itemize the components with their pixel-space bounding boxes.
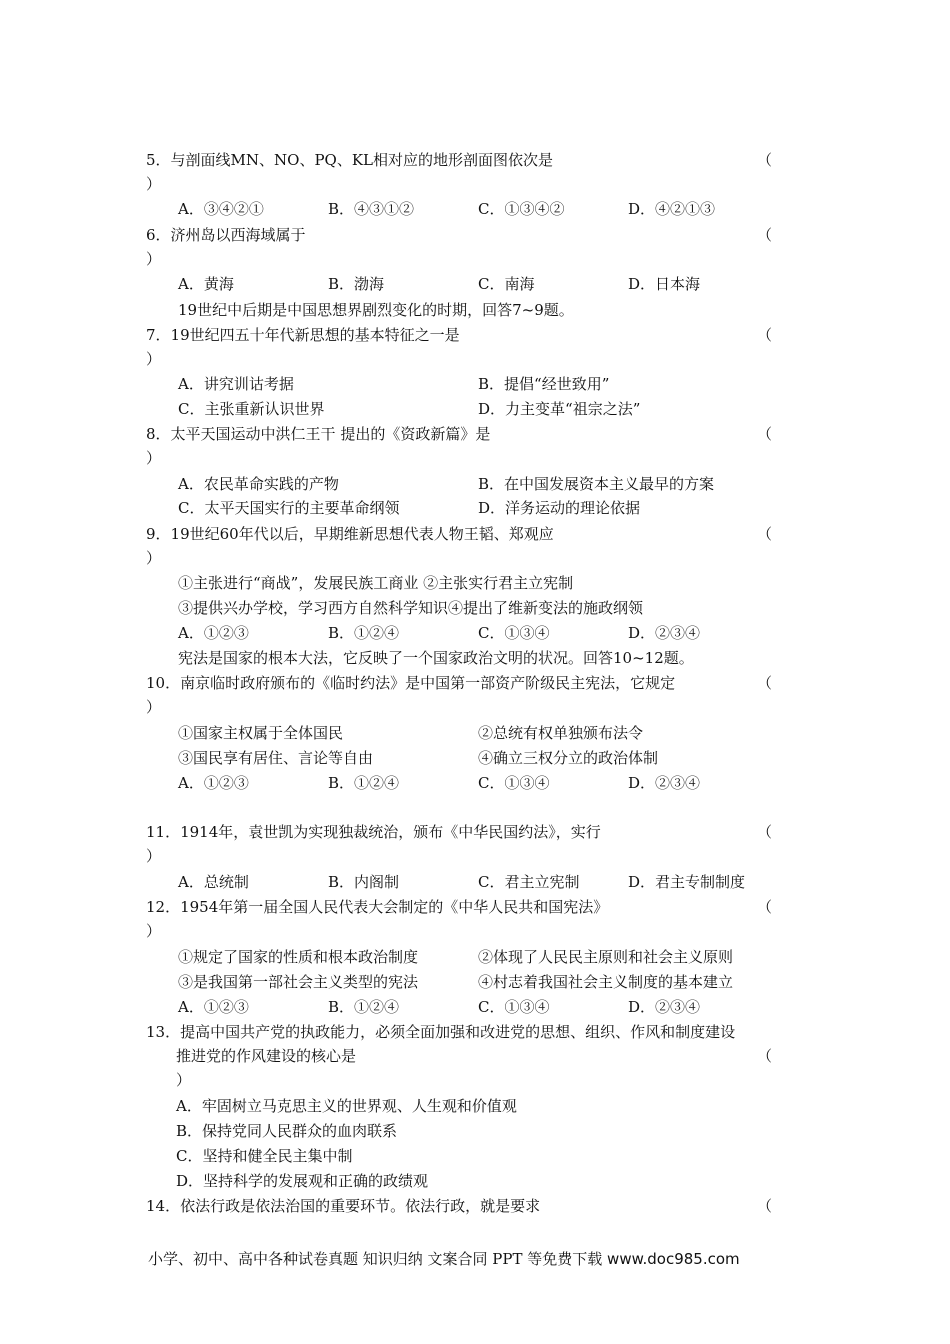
q10-item-4: ④确立三权分立的政治体制 bbox=[478, 749, 659, 767]
q10-item-1: ①国家主权属于全体国民 bbox=[178, 724, 344, 742]
q11-option-a: A．总统制 bbox=[178, 873, 249, 891]
q12-option-d: D．②③④ bbox=[628, 998, 701, 1016]
intro-10-12: 宪法是国家的根本大法，它反映了一个国家政治文明的状况。回答10~12题。 bbox=[178, 649, 694, 667]
q10-option-b: B．①②④ bbox=[328, 774, 400, 792]
q12-close-paren: ） bbox=[146, 922, 162, 940]
q6-close-paren: ） bbox=[146, 250, 162, 268]
q10-item-3: ③国民享有居住、言论等自由 bbox=[178, 749, 374, 767]
q8-option-b: B．在中国发展资本主义最早的方案 bbox=[478, 475, 715, 493]
q13-close-paren: ） bbox=[176, 1071, 192, 1089]
q12-stem: 12．1954年第一届全国人民代表大会制定的《中华人民共和国宪法》 bbox=[146, 898, 609, 916]
page-footer bbox=[148, 1248, 740, 1269]
q8-option-a: A．农民革命实践的产物 bbox=[178, 475, 339, 493]
q12-option-b: B．①②④ bbox=[328, 998, 400, 1016]
q11-stem: 11．1914年，袁世凯为实现独裁统治，颁布《中华民国约法》，实行 bbox=[146, 823, 601, 841]
q5-option-c: C．①③④② bbox=[478, 200, 565, 218]
q14-open-paren: （ bbox=[757, 1197, 773, 1215]
q11-option-b: B．内阁制 bbox=[328, 873, 400, 891]
q5-open-paren: （ bbox=[757, 151, 773, 169]
q8-option-d: D．洋务运动的理论依据 bbox=[478, 499, 641, 517]
q7-stem: 7．19世纪四五十年代新思想的基本特征之一是 bbox=[146, 326, 460, 344]
q13-option-a: A．牢固树立马克思主义的世界观、人生观和价值观 bbox=[176, 1097, 517, 1115]
q13-stem: 13．提高中国共产党的执政能力，必须全面加强和改进党的思想、组织、作风和制度建设 bbox=[146, 1023, 736, 1041]
intro-7-9: 19世纪中后期是中国思想界剧烈变化的时期，回答7~9题。 bbox=[178, 301, 574, 319]
q10-option-a: A．①②③ bbox=[178, 774, 249, 792]
q9-stem: 9．19世纪60年代以后，早期维新思想代表人物王韬、郑观应 bbox=[146, 525, 554, 543]
q9-open-paren: （ bbox=[757, 525, 773, 543]
q8-stem: 8．太平天国运动中洪仁王干 提出的《资政新篇》是 bbox=[146, 425, 491, 443]
q10-open-paren: （ bbox=[757, 674, 773, 692]
q6-option-b: B．渤海 bbox=[328, 275, 385, 293]
q9-option-b: B．①②④ bbox=[328, 624, 400, 642]
q7-close-paren: ） bbox=[146, 350, 162, 368]
footer-url[interactable]: www.doc985.com bbox=[607, 1250, 740, 1268]
q7-option-c: C．主张重新认识世界 bbox=[178, 400, 325, 418]
q8-option-c: C．太平天国实行的主要革命纲领 bbox=[178, 499, 400, 517]
q6-stem: 6．济州岛以西海域属于 bbox=[146, 226, 306, 244]
q14-stem: 14．依法行政是依法治国的重要环节。依法行政，就是要求 bbox=[146, 1197, 541, 1215]
q12-item-3: ③是我国第一部社会主义类型的宪法 bbox=[178, 973, 419, 991]
q10-option-c: C．①③④ bbox=[478, 774, 550, 792]
q7-open-paren: （ bbox=[757, 326, 773, 344]
q10-close-paren: ） bbox=[146, 698, 162, 716]
q12-item-4: ④村志着我国社会主义制度的基本建立 bbox=[478, 973, 734, 991]
q8-close-paren: ） bbox=[146, 449, 162, 467]
q12-option-c: C．①③④ bbox=[478, 998, 550, 1016]
q11-option-c: C．君主立宪制 bbox=[478, 873, 580, 891]
q10-item-2: ②总统有权单独颁布法令 bbox=[478, 724, 644, 742]
q9-close-paren: ） bbox=[146, 549, 162, 567]
q13-stem-line-2: 推进党的作风建设的核心是 bbox=[176, 1047, 357, 1065]
q6-open-paren: （ bbox=[757, 226, 773, 244]
q6-option-d: D．日本海 bbox=[628, 275, 701, 293]
q11-open-paren: （ bbox=[757, 823, 773, 841]
q9-option-a: A．①②③ bbox=[178, 624, 249, 642]
q5-option-d: D．④②①③ bbox=[628, 200, 716, 218]
q12-option-a: A．①②③ bbox=[178, 998, 249, 1016]
q13-option-b: B．保持党同人民群众的血肉联系 bbox=[176, 1122, 398, 1140]
q5-close-paren: ） bbox=[146, 175, 162, 193]
q6-option-a: A．黄海 bbox=[178, 275, 234, 293]
q12-open-paren: （ bbox=[757, 898, 773, 916]
q8-open-paren: （ bbox=[757, 425, 773, 443]
q9-option-d: D．②③④ bbox=[628, 624, 701, 642]
q13-option-c: C．坚持和健全民主集中制 bbox=[176, 1147, 353, 1165]
q9-items-line-1: ①主张进行“商战”，发展民族工商业 ②主张实行君主立宪制 bbox=[178, 574, 574, 592]
q11-option-d: D．君主专制制度 bbox=[628, 873, 746, 891]
q10-option-d: D．②③④ bbox=[628, 774, 701, 792]
q13-option-d: D．坚持科学的发展观和正确的政绩观 bbox=[176, 1172, 429, 1190]
q5-option-a: A．③④②① bbox=[178, 200, 264, 218]
q11-close-paren: ） bbox=[146, 847, 162, 865]
q6-option-c: C．南海 bbox=[478, 275, 535, 293]
q13-open-paren: （ bbox=[757, 1047, 773, 1065]
q12-item-2: ②体现了人民民主原则和社会主义原则 bbox=[478, 948, 734, 966]
q7-option-d: D．力主变革“祖宗之法” bbox=[478, 400, 641, 418]
footer-text: 小学、初中、高中各种试卷真题 知识归纳 文案合同 PPT 等免费下载 bbox=[148, 1250, 603, 1268]
q10-stem: 10．南京临时政府颁布的《临时约法》是中国第一部资产阶级民主宪法，它规定 bbox=[146, 674, 676, 692]
q9-option-c: C．①③④ bbox=[478, 624, 550, 642]
q12-item-1: ①规定了国家的性质和根本政治制度 bbox=[178, 948, 419, 966]
q5-option-b: B．④③①② bbox=[328, 200, 415, 218]
q7-option-a: A．讲究训诂考据 bbox=[178, 375, 294, 393]
q7-option-b: B．提倡“经世致用” bbox=[478, 375, 610, 393]
q5-stem: 5．与剖面线MN、NO、PQ、KL相对应的地形剖面图依次是 bbox=[146, 151, 554, 169]
q9-items-line-2: ③提供兴办学校，学习西方自然科学知识④提出了维新变法的施政纲领 bbox=[178, 599, 644, 617]
